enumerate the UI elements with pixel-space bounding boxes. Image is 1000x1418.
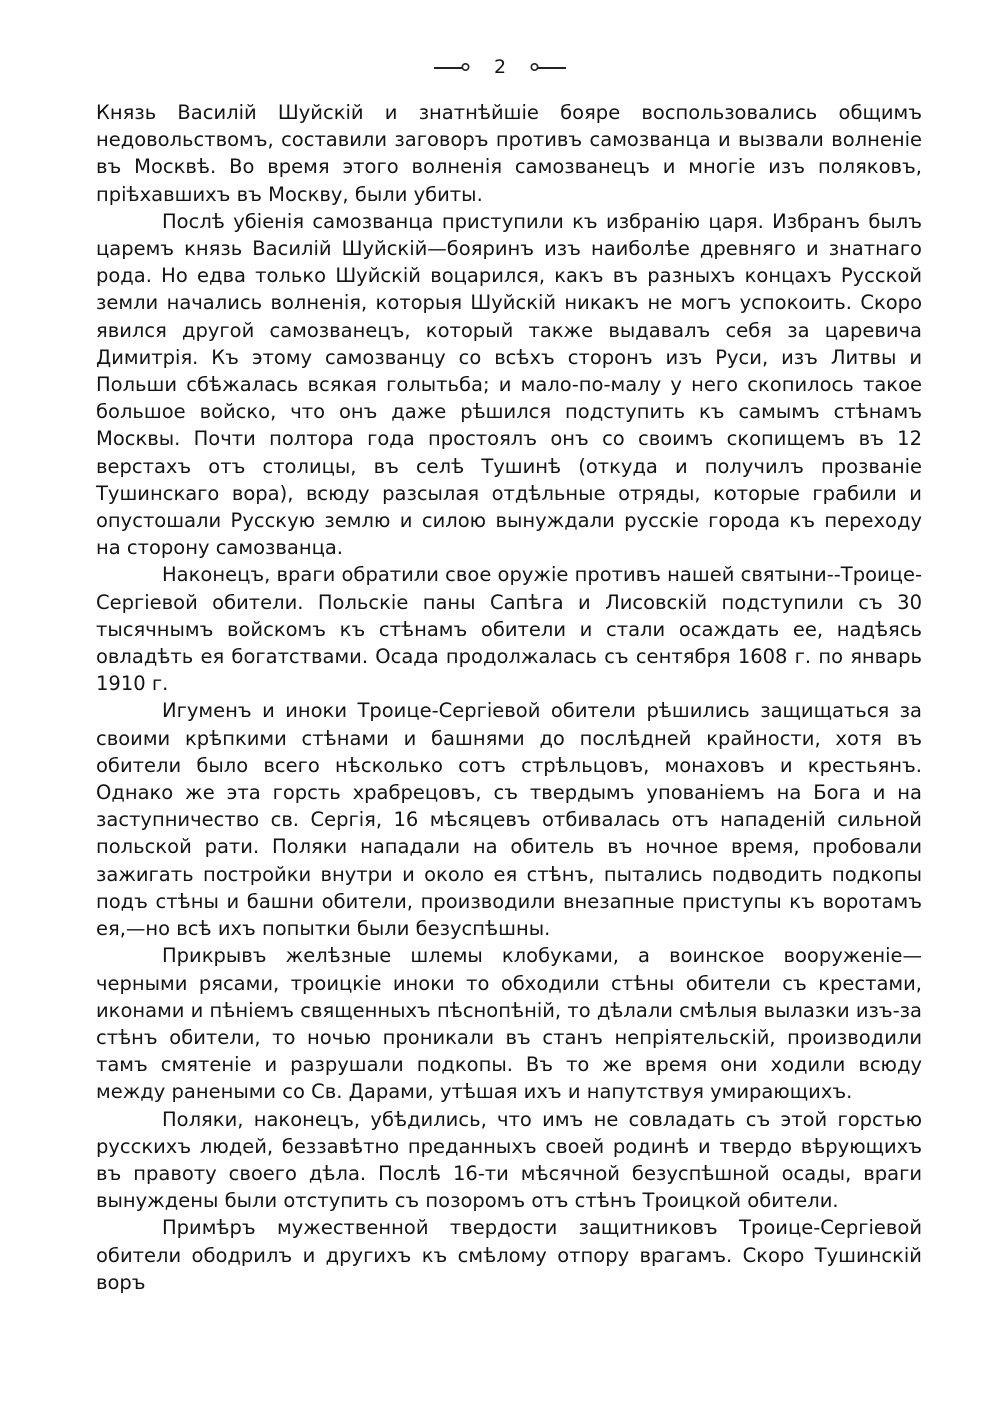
paragraph-7: Примѣръ мужественной твердости защитниковъ Троице-Сергіевой обители ободрилъ и другихъ къ смѣлому отпору врагамъ. Скоро Тушинскій воръ (96, 1216, 922, 1294)
left-ornament-icon (432, 60, 472, 74)
page-header (0, 54, 1000, 80)
body-text (96, 99, 922, 1296)
paragraph-1: Князь Василій Шуйскій и знатнѣйшіе бояре воспользовались общимъ недовольствомъ, составили заговоръ противъ самозванца и вызвали волненіе въ Москвѣ. Во время этого волненія самозванецъ и многіе изъ поляковъ, пріѣхавшихъ въ Москву, были убиты. (96, 101, 922, 206)
paragraph-4: Игуменъ и иноки Троице-Сергіевой обители рѣшились защищаться за своими крѣпкими стѣнами и башнями до послѣдней крайности, хотя въ обители было всего нѣсколько сотъ стрѣльцовъ, монаховъ и крестьянъ. Однако же эта горсть храбрецовъ, съ твердымъ упованіемъ на Бога и на заступничество св. Сергія, 16 мѣсяцевъ отбивалась отъ нападеній сильной польской рати. Поляки нападали на обитель въ ночное время, пробовали зажигать постройки внутри и около ея стѣнъ, пытались подводить подкопы подъ стѣны и башни обители, производили внезапные приступы къ воротамъ ея,—но всѣ ихъ попытки были безуспѣшны. (96, 699, 922, 941)
paragraph-6: Поляки, наконецъ, убѣдились, что имъ не совладать съ этой горстью русскихъ людей, беззавѣтно преданныхъ своей родинѣ и твердо вѣрующихъ въ правоту своего дѣла. Послѣ 16-ти мѣсячной безуспѣшной осады, враги вынуждены были отступить съ позоромъ отъ стѣнъ Троицкой обители. (96, 1107, 922, 1213)
page-number: 2 (493, 56, 507, 78)
right-ornament-icon (528, 60, 568, 74)
paragraph-5: Прикрывъ желѣзные шлемы клобуками, а воинское вооруженіе—черными рясами, троицкіе иноки то обходили стѣны обители съ крестами, иконами и пѣніемъ священныхъ пѣснопѣній, то дѣлали смѣлыя вылазки изъ-за стѣнъ обители, то ночью проникали въ станъ непріятельскій, производили тамъ смятеніе и разрушали подкопы. Въ то же время они ходили всюду между ранеными со Св. Дарами, утѣшая ихъ и напутствуя умирающихъ. (96, 944, 922, 1104)
paragraph-2: Послѣ убіенія самозванца приступили къ избранію царя. Избранъ былъ царемъ князь Василій Шуйскій—бояринъ изъ наиболѣе древняго и знатнаго рода. Но едва только Шуйскій воцарился, какъ въ разныхъ концахъ Русской земли начались волненія, которыя Шуйскій никакъ не могъ успокоить. Скоро явился другой самозванецъ, который также выдавалъ себя за царевича Димитрія. Къ этому самозванцу со всѣхъ сторонъ изъ Руси, изъ Литвы и Польши сбѣжалась всякая голытьба; и мало-по-малу у него скопилось такое большое войско, что онъ даже рѣшился подступить къ самымъ стѣнамъ Москвы. Почти полтора года простоялъ онъ со своимъ скопищемъ въ 12 верстахъ отъ столицы, въ селѣ Тушинѣ (откуда и получилъ прозваніе Тушинскаго вора), всюду разсылая отдѣльные отряды, которые грабили и опустошали Русскую землю и силою вынуждали русскіе города къ переходу на сторону самозванца. (96, 209, 922, 560)
paragraph-3: Наконецъ, враги обратили свое оружіе противъ нашей святыни--Троице-Сергіевой обители. Польскіе паны Сапѣга и Лисовскій подступили съ 30 тысячнымъ войскомъ къ стѣнамъ обители и стали осаждать ее, надѣясь овладѣть ея богатствами. Осада продолжалась съ сентября 1608 г. по январь 1910 г. (96, 563, 922, 696)
